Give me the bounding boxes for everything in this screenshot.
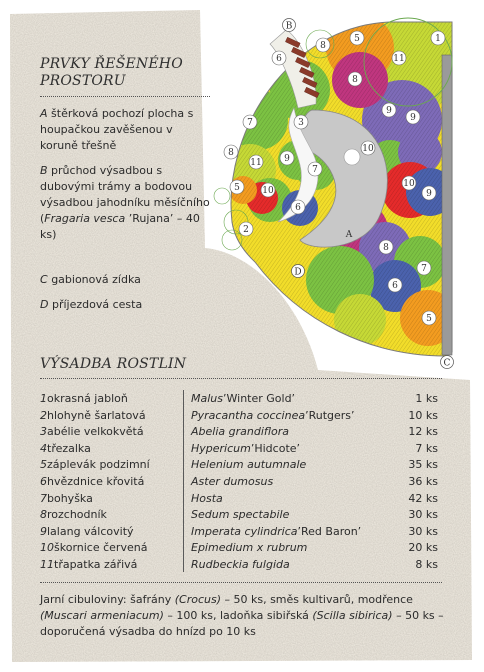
plant-latin-name [191, 490, 223, 507]
plant-latin-name [191, 539, 307, 556]
site-item-C [40, 272, 210, 288]
plant-marker-number: 5 [354, 34, 360, 44]
plant-latin-name [191, 407, 355, 424]
plant-common-name [40, 473, 145, 490]
plant-marker [406, 110, 420, 124]
table-row [40, 523, 442, 540]
plant-marker-number: 10 [262, 186, 274, 196]
plant-name: okrasná jabloň [47, 392, 128, 405]
site-item-tail: ’Rujana’ – 40 ks) [40, 212, 200, 241]
plant-number: 2 [40, 408, 47, 422]
plant-marker-number: 11 [393, 54, 405, 64]
plant-latin-name [191, 506, 289, 523]
plant-name: záplevák podzimní [47, 458, 150, 472]
svg-text:B: B [285, 21, 293, 32]
plant-latin: Aster dumosus [191, 475, 274, 488]
plant-marker [291, 200, 305, 214]
plant-marker-number: 7 [247, 118, 253, 128]
swing-circle [344, 149, 360, 165]
plant-latin-name [191, 423, 289, 440]
plant-marker-number: 8 [320, 41, 326, 51]
plant-marker-number: 6 [276, 54, 282, 64]
plant-latin: Abelia grandiflora [191, 425, 289, 439]
plant-marker [224, 145, 238, 159]
plant-quantity: 8 ks [415, 558, 438, 571]
plant-quantity: 10 ks [408, 408, 438, 422]
plant-marker-number: 1 [435, 34, 441, 44]
table-row [40, 390, 442, 407]
bulbs-latin: (Crocus) [174, 593, 221, 606]
plant-common-name [40, 506, 107, 523]
plant-marker [230, 180, 244, 194]
site-heading: PRVKY ŘEŠENÉHO PROSTORU [40, 56, 183, 89]
plant-latin-name [191, 456, 306, 473]
site-item-letter: C [40, 273, 48, 286]
plants-heading: VÝSADBA ROSTLIN [40, 356, 187, 372]
plant-marker-number: 7 [312, 165, 318, 175]
bulbs-latin: (Scilla sibirica) [312, 609, 393, 622]
table-row [40, 556, 442, 573]
site-item-D [40, 297, 210, 313]
plant-cultivar: ’Rutgers’ [305, 408, 355, 422]
plant-quantity: 20 ks [408, 541, 438, 555]
site-item-text: příjezdová cesta [51, 298, 143, 311]
plant-marker [402, 176, 416, 190]
plant-quantity: 7 ks [415, 441, 438, 455]
plant-name: bohyška [47, 491, 93, 505]
plant-marker [422, 186, 436, 200]
plant-marker [316, 38, 330, 52]
site-item-B: B průchod výsadbou s dubovými trámy a bodovou výsadbou jahodníku měsíčního (Fragaria vesca ’Rujana’ – 40 ks) [40, 164, 210, 241]
site-item-latin: Fragaria vesca [44, 212, 126, 225]
bulbs-latin: (Muscari armeniacum) [40, 609, 164, 622]
plant-number: 4 [40, 441, 47, 455]
plant-marker [272, 51, 286, 65]
heading-divider [40, 96, 210, 97]
svg-text:D: D [294, 267, 302, 278]
plant-marker [243, 115, 257, 129]
plant-number: 10 [40, 541, 54, 555]
plant-common-name [40, 440, 91, 457]
plant-marker-number: 2 [243, 225, 249, 235]
plant-marker-number: 9 [386, 106, 392, 116]
plant-cultivar: ’Hidcote’ [250, 441, 301, 455]
plant-marker [431, 31, 445, 45]
plant-latin: Epimedium x rubrum [191, 541, 308, 555]
plant-cultivar: ’Winter Gold’ [223, 392, 296, 405]
plant-marker [388, 278, 402, 292]
plant-latin: Hypericum [191, 441, 251, 455]
plant-marker [261, 183, 275, 197]
plant-name: hvězdnice křovitá [47, 475, 145, 488]
svg-text:C: C [443, 358, 451, 369]
bulbs-text: – 100 ks, ladoňka sibiřská [163, 609, 313, 622]
plant-marker [417, 261, 431, 275]
site-item-text: gabionová zídka [51, 273, 141, 286]
plant-marker [280, 151, 294, 165]
bulbs-note [40, 592, 446, 640]
plant-marker-number: 9 [284, 154, 290, 164]
plant-name: rozchodník [47, 508, 107, 522]
plant-number: 5 [40, 458, 47, 472]
table-row [40, 440, 442, 457]
plant-marker [379, 240, 393, 254]
plant-latin: Hosta [191, 491, 223, 505]
plant-quantity: 12 ks [408, 425, 438, 439]
plant-latin: Malus [191, 392, 223, 405]
bulbs-text: – 50 ks, směs kultivarů, modřence [221, 593, 413, 606]
site-item-A [40, 106, 210, 154]
plant-latin-name [191, 390, 296, 407]
site-item-letter: D [40, 298, 49, 311]
bulbs-divider [40, 582, 442, 583]
plant-marker-number: 6 [295, 203, 301, 213]
plant-marker [348, 72, 362, 86]
plant-number: 8 [40, 508, 47, 522]
gabion-wall-C [442, 55, 452, 355]
plant-quantity: 1 ks [415, 392, 438, 405]
plant-marker-number: 8 [352, 75, 358, 85]
plant-number: 1 [40, 392, 47, 405]
plant-cultivar: ’Red Baron’ [297, 524, 362, 538]
plant-marker-number: 6 [392, 281, 398, 291]
plant-common-name [40, 407, 146, 424]
plant-common-name [40, 490, 93, 507]
plant-marker [382, 103, 396, 117]
plant-quantity: 35 ks [408, 458, 438, 472]
plant-latin: Sedum spectabile [191, 508, 290, 522]
plant-quantity: 30 ks [408, 508, 438, 522]
plant-quantity: 36 ks [408, 475, 438, 488]
table-row [40, 506, 442, 523]
plant-latin-name [191, 523, 362, 540]
plant-common-name [40, 456, 150, 473]
site-item-text: průchod výsadbou s dubovými trámy a bodovou výsadbou jahodníku měsíčního [40, 164, 210, 209]
plant-number: 11 [40, 558, 54, 571]
bulbs-text: – 50 ks – doporučená výsadba do hnízd po 10 ks [40, 609, 444, 638]
plant-name: abélie velkokvětá [47, 425, 144, 439]
plant-marker-number: 9 [426, 189, 432, 199]
plant-common-name [40, 539, 148, 556]
plant-latin: Imperata cylindrica [191, 524, 298, 538]
plant-quantity: 30 ks [408, 524, 438, 538]
plant-latin: Pyracantha coccinea [191, 408, 306, 422]
plant-name: škornice červená [54, 541, 148, 555]
table-row [40, 539, 442, 556]
plants-divider [40, 378, 442, 379]
plant-latin-name [191, 440, 301, 457]
plant-latin-name [191, 556, 290, 573]
plant-name: hlohyně šarlatová [47, 408, 146, 422]
plant-latin-name [191, 473, 273, 490]
plant-marker [350, 31, 364, 45]
plant-common-name [40, 556, 138, 573]
plant-marker [239, 222, 253, 236]
plant-marker-number: 11 [250, 158, 262, 168]
table-row [40, 490, 442, 507]
table-row [40, 456, 442, 473]
plant-latin: Helenium autumnale [191, 458, 307, 472]
plant-marker [308, 162, 322, 176]
bulbs-text: Jarní cibuloviny: šafrány [40, 593, 175, 606]
plant-number: 9 [40, 524, 47, 538]
table-row [40, 473, 442, 490]
plant-marker-number: 10 [403, 179, 415, 189]
table-row [40, 423, 442, 440]
plant-marker [422, 311, 436, 325]
plant-name: třezalka [47, 441, 91, 455]
svg-text:A: A [345, 230, 353, 240]
plant-marker-number: 7 [421, 264, 427, 274]
plant-marker-number: 8 [383, 243, 389, 253]
plant-latin: Rudbeckia fulgida [191, 558, 290, 571]
plant-marker [249, 155, 263, 169]
plant-marker-number: 8 [228, 148, 234, 158]
site-item-text: štěrková pochozí plocha s houpačkou zavěšenou v koruně třešně [40, 107, 194, 152]
plant-number: 7 [40, 491, 47, 505]
plant-marker-number: 5 [234, 183, 240, 193]
plant-common-name [40, 390, 128, 407]
plant-marker-number: 3 [298, 118, 304, 128]
site-item-letter: B [40, 164, 48, 177]
plant-common-name [40, 423, 144, 440]
plant-marker [361, 141, 375, 155]
plant-quantity: 42 ks [408, 491, 438, 505]
site-item-letter: A [40, 107, 48, 120]
plant-name: lalang válcovitý [47, 524, 134, 538]
plant-number: 6 [40, 475, 47, 488]
plant-marker-number: 5 [426, 314, 432, 324]
plant-marker [392, 51, 406, 65]
plant-marker-number: 10 [362, 144, 374, 154]
plant-name: třapatka zářivá [54, 558, 138, 571]
plant-common-name [40, 523, 134, 540]
plant-number: 3 [40, 425, 47, 439]
plant-marker-number: 9 [410, 113, 416, 123]
plant-marker [294, 115, 308, 129]
table-row [40, 407, 442, 424]
